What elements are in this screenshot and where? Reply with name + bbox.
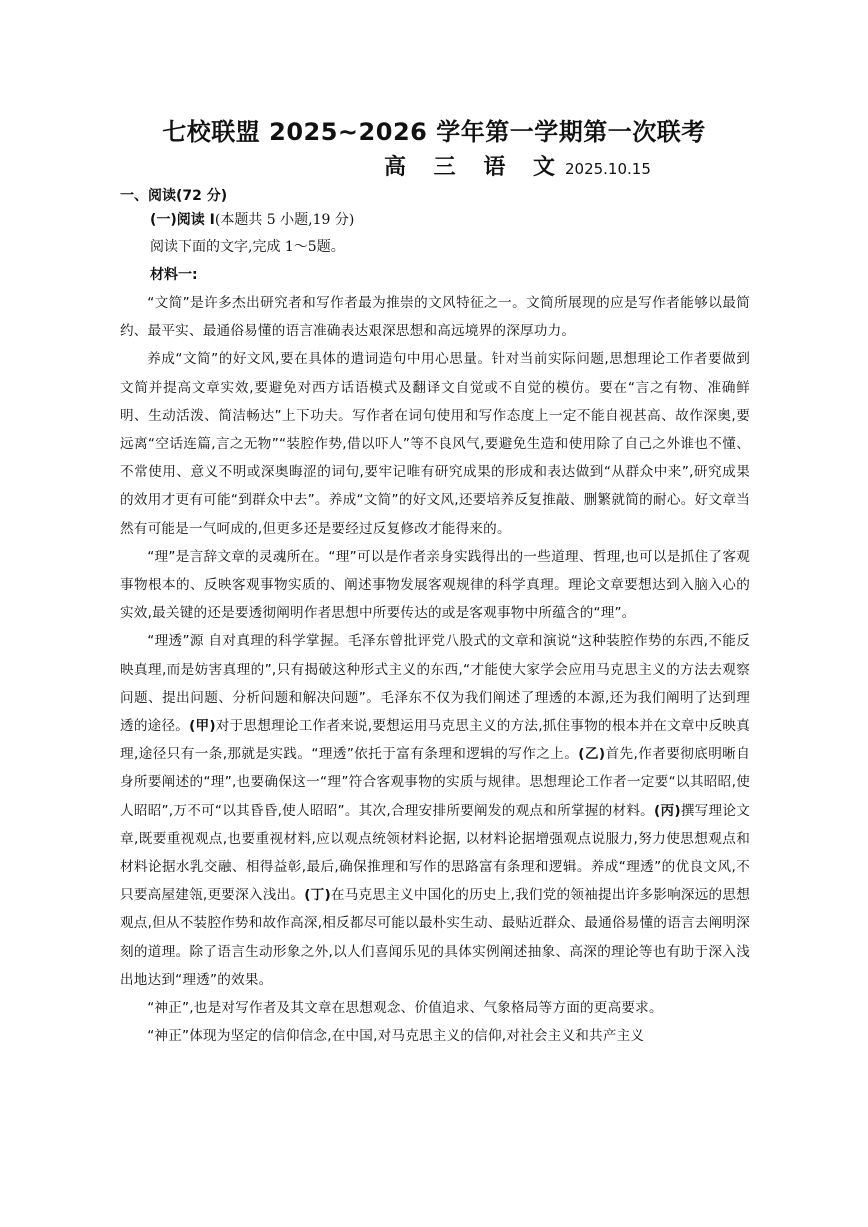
paragraph-4 <box>120 627 750 994</box>
subject-label: 高 三 语 文 <box>384 155 565 180</box>
passage-body <box>120 289 750 1050</box>
part-heading <box>150 209 354 229</box>
exam-date: 2025.10.15 <box>564 160 651 178</box>
exam-subtitle <box>384 150 651 181</box>
paragraph-3: “理”是言辞文章的灵魂所在。“理”可以是作者亲身实践得出的一些道理、哲理,也可以是抓住了客观事物根本的、反映客观事物实质的、阐述事物发展客观规律的科学真理。理论文章要想达到入脑入心的实效,最关键的还是要透彻阐明作者思想中所要传达的或是客观事物中所蕴含的“理”。 <box>120 548 750 622</box>
part-note: (本题共 5 小题,19 分) <box>214 212 355 228</box>
material-label: 材料一: <box>150 267 198 283</box>
marker-jia: (甲) <box>189 718 216 735</box>
paragraph-4-part-d: 撰写理论文章,既要重视观点,也要重视材料,应以观点统领材料论据, 以材料论据增强观点说服力,努力使思想观点和材料论据水乳交融、相得益彰,最后,确保推理和写作的思路富有条理和逻辑。养成“理透”的优良文风,不只要高屋建瓴,更要深入浅出。 <box>120 802 750 904</box>
exam-title: 七校联盟 2025~2026 学年第一学期第一次联考 <box>162 118 706 146</box>
paragraph-4-part-a: “理透”源 自对真理的科学掌握。毛泽东曾批评党八股式的文章和演说“这种装腔作势的东西,不能反映真理,而是妨害真理的”,只有揭破这种形式主义的东西,“才能使大家学会应用马克思主义的方法去观察问题、提出问题、分析问题和解决问题”。毛泽东不仅为我们阐述了理透的本源,还为我们阐明了达到理透的途径。 <box>120 633 750 735</box>
marker-bing: (丙) <box>654 802 681 819</box>
paragraph-1: “文简”是许多杰出研究者和写作者最为推崇的文风特征之一。文简所展现的应是写作者能够以最简约、最平实、最通俗易懂的语言准确表达艰深思想和高远境界的深厚功力。 <box>120 295 750 340</box>
marker-ding: (丁) <box>304 887 331 904</box>
paragraph-4-part-c: 首先,作者要彻底明晰自身所要阐述的“理”,也要确保这一“理”符合客观事物的实质与规律。思想理论工作者一定要“以其昭昭,使人昭昭”,万不可“以其昏昏,使人昭昭”。其次,合理安排所要阐发的观点和所掌握的材料。 <box>120 746 750 819</box>
section-heading: 一、阅读(72 分) <box>120 188 228 204</box>
marker-yi: (乙) <box>578 746 606 763</box>
paragraph-4-part-b: 对于思想理论工作者来说,要想运用马克思主义的方法,抓住事物的根本并在文章中反映真理,途径只有一条,那就是实践。“理透”依托于富有条理和逻辑的写作之上。 <box>120 718 751 763</box>
reading-instruction: 阅读下面的文字,完成 1～5题。 <box>150 239 345 255</box>
paragraph-5: “神正”,也是对写作者及其文章在思想观念、价值追求、气象格局等方面的更高要求。 <box>147 1000 663 1017</box>
paragraph-2: 养成“文简”的好文风,要在具体的遣词造句中用心思量。针对当前实际问题,思想理论工作者要做到文简并提高文章实效,要避免对西方话语模式及翻译文自觉或不自觉的模仿。要在“言之有物、准确鲜明、生动活泼、简洁畅达”上下功夫。写作者在词句使用和写作态度上一定不能自视甚高、故作深奥,要远离“空话连篇,言之无物”“装腔作势,借以吓人”等不良风气,要避免生造和使用除了自己之外谁也不懂、不常使用、意义不明或深奥晦涩的词句,要牢记唯有研究成果的形成和表达做到“从群众中来”,研究成果的效用才更有可能“到群众中去”。养成“文简”的好文风,还要培养反复推敲、删繁就简的耐心。好文章当然有可能是一气呵成的,但更多还是要经过反复修改才能得来的。 <box>120 351 750 537</box>
part-label: (一)阅读 Ⅰ <box>150 212 215 228</box>
paragraph-4-part-e: 在马克思主义中国化的历史上,我们党的领袖提出许多影响深远的思想观点,但从不装腔作势和故作高深,相反都尽可能以最朴实生动、最贴近群众、最通俗易懂的语言去阐明深刻的道理。除了语言生动形象之外,以人们喜闻乐见的具体实例阐述抽象、高深的理论等也有助于深入浅出地达到“理透”的效果。 <box>120 887 750 988</box>
paragraph-6: “神正”体现为坚定的信仰信念,在中国,对马克思主义的信仰,对社会主义和共产主义 <box>147 1028 645 1045</box>
